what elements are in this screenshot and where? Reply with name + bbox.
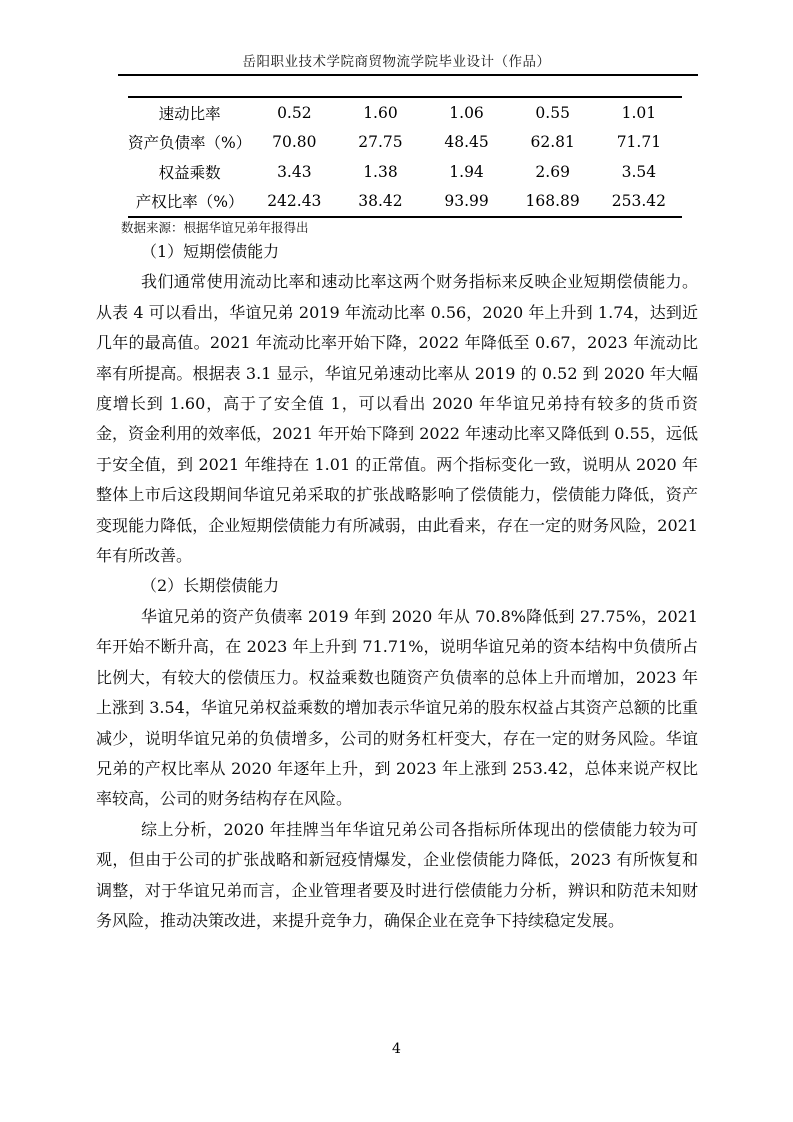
cell-value: 242.43 [267, 192, 322, 211]
cell-value: 70.80 [272, 133, 317, 152]
financial-ratio-table [128, 96, 682, 218]
table-row [128, 97, 682, 128]
cell-value: 38.42 [358, 192, 403, 211]
section2-paragraph: 华谊兄弟的资产负债率 2019 年到 2020 年从 70.8%降低到 27.75%，2021 年开始不断升高，在 2023 年上升到 71.71%，说明华谊兄弟的资本结构中负债所占比例大，有较大的偿债压力。权益乘数也随资产负债率的总体上升而增加，2023 年上涨到 3.54，华谊兄弟权益乘数的增加表示华谊兄弟的股东权益占其资产总额的比重减少，说明华谊兄弟的负债增多，公司的财务杠杆变大，存在一定的财务风险。华谊兄弟的产权比率从 2020 年逐年上升，到 2023 年上涨到 253.42，总体来说产权比率较高，公司的财务结构存在风险。 [96, 606, 698, 809]
section1-heading: （1）短期偿债能力 [141, 242, 280, 261]
row-label: 资产负债率（%） [128, 134, 252, 153]
page-header-title: 岳阳职业技术学院商贸物流学院毕业设计（作品） [242, 54, 551, 70]
cell-value: 0.55 [535, 103, 570, 122]
cell-value: 3.54 [621, 162, 657, 181]
page-number: 4 [392, 1041, 401, 1057]
table-row [128, 187, 682, 218]
table-row [128, 128, 682, 158]
section1-paragraph: 我们通常使用流动比率和速动比率这两个财务指标来反映企业短期偿债能力。从表 4 可以看出，华谊兄弟 2019 年流动比率 0.56，2020 年上升到 1.74，达到近几年的最高值。2021 年流动比率开始下降，2022 年降低至 0.67，2023 年流动比率有所提高。根据表 3.1 显示，华谊兄弟速动比率从 2019 的 0.52 到 2020 年大幅度增长到 1.60，高于了安全值 1，可以看出 2020 年华谊兄弟持有较多的货币资金，资金利用的效率低，2021 年开始下降到 2022 年速动比率又降低到 0.55，远低于安全值，到 2021 年维持在 1.01 的正常值。两个指标变化一致，说明从 2020 年整体上市后这段期间华谊兄弟采取的扩张战略影响了偿债能力，偿债能力降低，资产变现能力降低，企业短期偿债能力有所减弱，由此看来，存在一定的财务风险，2021 年有所改善。 [96, 272, 698, 566]
cell-value: 1.94 [449, 162, 484, 181]
cell-value: 1.01 [621, 103, 657, 122]
cell-value: 71.71 [616, 133, 662, 152]
cell-value: 1.60 [363, 103, 398, 122]
cell-value: 1.06 [449, 103, 484, 122]
row-label: 速动比率 [158, 104, 221, 123]
cell-value: 253.42 [611, 192, 666, 211]
cell-value: 3.43 [277, 162, 312, 181]
row-label: 产权比率（%） [135, 193, 244, 212]
table-source-note: 数据来源：根据华谊兄弟年报得出 [121, 220, 309, 235]
conclusion-paragraph: 综上分析，2020 年挂牌当年华谊兄弟公司各指标所体现出的偿债能力较为可观，但由于公司的扩张战略和新冠疫情爆发，企业偿债能力降低，2023 有所恢复和调整，对于华谊兄弟而言，企业管理者要及时进行偿债能力分析，辨识和防范未知财务风险，推动决策改进，来提升竞争力，确保企业在竞争下持续稳定发展。 [96, 819, 698, 930]
cell-value: 62.81 [530, 133, 575, 152]
financial-ratio-table-wrap [128, 96, 682, 218]
cell-value: 168.89 [525, 192, 580, 211]
cell-value: 93.99 [444, 192, 489, 211]
cell-value: 27.75 [358, 133, 403, 152]
section2-heading: （2）长期偿债能力 [141, 576, 280, 596]
body-text [96, 237, 698, 936]
cell-value: 0.52 [277, 103, 312, 122]
cell-value: 48.45 [444, 133, 489, 152]
row-label: 权益乘数 [158, 163, 221, 182]
cell-value: 1.38 [363, 162, 398, 181]
cell-value: 2.69 [535, 162, 570, 181]
header-divider [118, 74, 698, 76]
table-row [128, 157, 682, 187]
